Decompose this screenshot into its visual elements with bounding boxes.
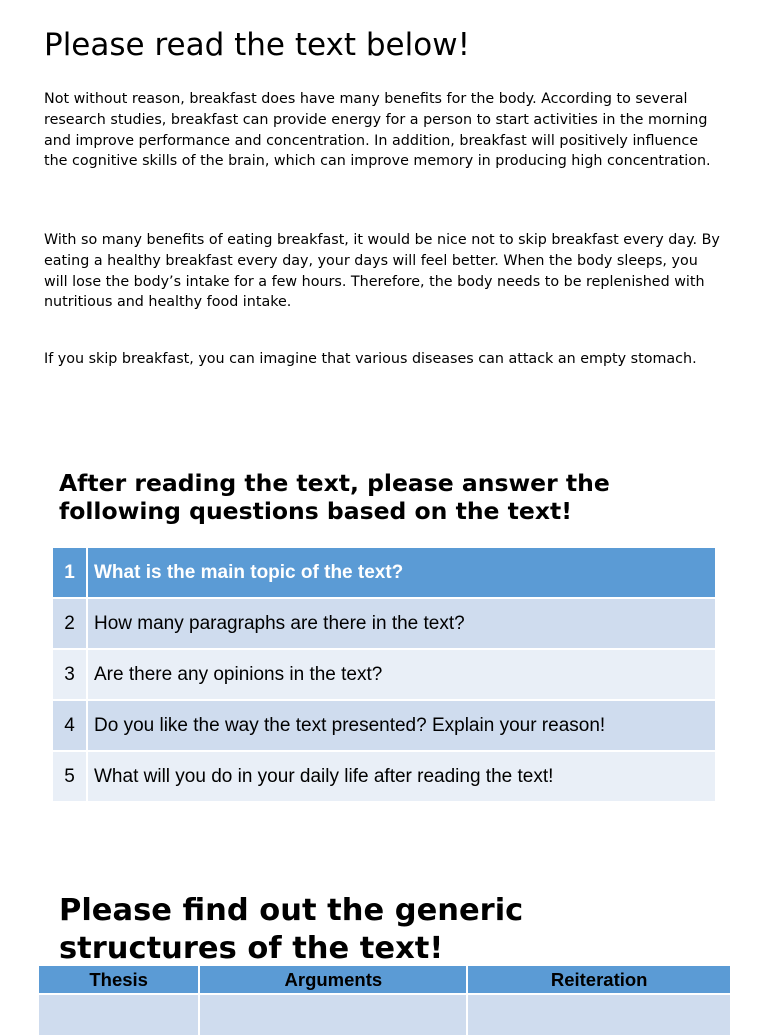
questions-heading: After reading the text, please answer the following questions based on the text! — [59, 469, 610, 525]
page-title: Please read the text below! — [44, 27, 470, 63]
question-row-4 — [53, 700, 715, 751]
question-number: 1 — [53, 548, 87, 598]
question-row-5 — [53, 751, 715, 802]
question-text: What will you do in your daily life after reading the text! — [87, 751, 715, 802]
arguments-answer-cell[interactable] — [199, 994, 467, 1035]
paragraph-2: With so many benefits of eating breakfast, it would be nice not to skip breakfast every day. By eating a healthy breakfast every day, your days will feel better. When the body sleeps, you will lose the body’s intake for a few hours. Therefore, the body needs to be replenished with nutritious and healthy food intake. — [44, 232, 720, 311]
question-text: What is the main topic of the text? — [87, 548, 715, 598]
generic-structure-table — [39, 966, 730, 1035]
column-header-arguments: Arguments — [199, 966, 467, 994]
question-text: Are there any opinions in the text? — [87, 649, 715, 700]
structure-answer-row — [39, 994, 730, 1035]
question-text: Do you like the way the text presented? Explain your reason! — [87, 700, 715, 751]
reiteration-answer-cell[interactable] — [467, 994, 730, 1035]
questions-table — [53, 548, 715, 803]
paragraph-3: If you skip breakfast, you can imagine that various diseases can attack an empty stomach. — [44, 351, 697, 367]
question-row-3 — [53, 649, 715, 700]
structure-heading: Please find out the generic structures of the text! — [59, 893, 524, 966]
column-header-thesis: Thesis — [39, 966, 199, 994]
question-row-2 — [53, 598, 715, 649]
question-text: How many paragraphs are there in the text? — [87, 598, 715, 649]
column-header-reiteration: Reiteration — [467, 966, 730, 994]
paragraph-1: Not without reason, breakfast does have many benefits for the body. According to several research studies, breakfast can provide energy for a person to start activities in the morning and improve performance and concentration. In addition, breakfast will positively influence the cognitive skills of the brain, which can improve memory in producing high concentration. — [44, 91, 711, 170]
structure-header-row — [39, 966, 730, 994]
question-number: 4 — [53, 700, 87, 751]
question-number: 3 — [53, 649, 87, 700]
thesis-answer-cell[interactable] — [39, 994, 199, 1035]
question-number: 2 — [53, 598, 87, 649]
question-number: 5 — [53, 751, 87, 802]
question-row-1 — [53, 548, 715, 598]
